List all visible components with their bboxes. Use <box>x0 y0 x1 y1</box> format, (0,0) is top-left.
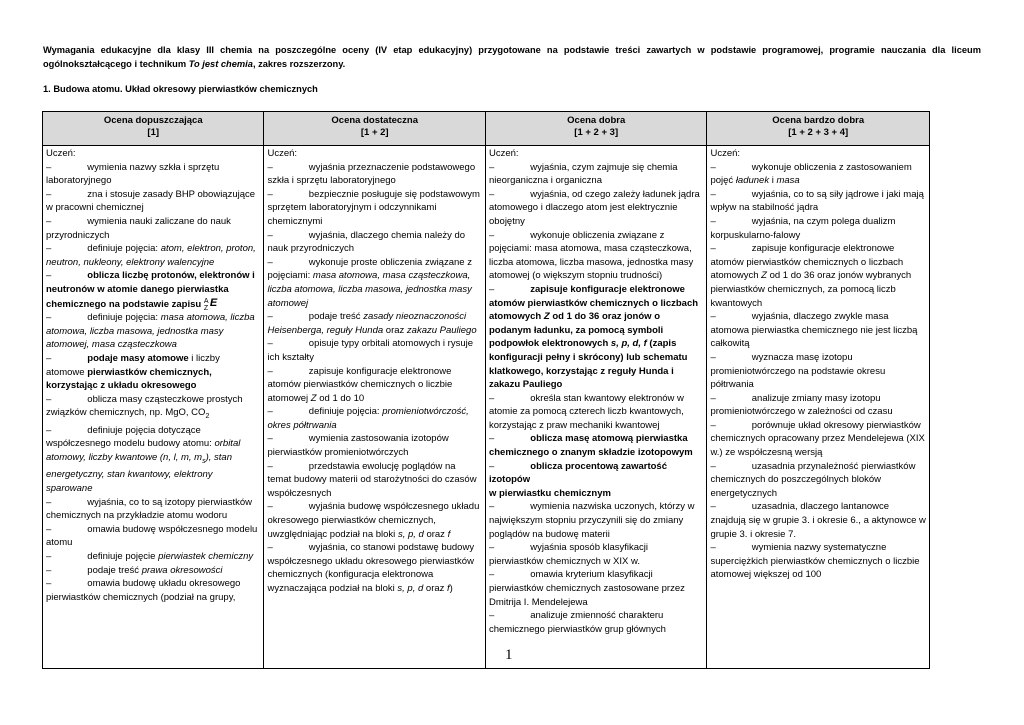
list-item: – bezpiecznie posługuje się podstawowym sprzętem laboratoryjnym i odczynnikami chemicznymi <box>267 188 480 227</box>
list-item: – wymienia nazwy systematyczne superciężkich pierwiastków chemicznych o liczbie atomowej większej od 100 <box>710 542 920 581</box>
list-item: – wyjaśnia, co stanowi podstawę budowy współczesnego układu okresowego pierwiastków chemicznych (konfiguracja elektronowa wyznaczająca podział na bloki s, p, d oraz f) <box>267 542 475 594</box>
list-item: – wyjaśnia przeznaczenie podstawowego szkła i sprzętu laboratoryjnego <box>267 161 476 187</box>
section-title: 1. Budowa atomu. Układ okresowy pierwiastków chemicznych <box>43 84 318 94</box>
list-item: – porównuje układ okresowy pierwiastków chemicznych opracowany przez Mendelejewa (XIX w.) ze współczesną wersją <box>710 419 925 459</box>
list-item: – zapisuje konfiguracje elektronowe atomów pierwiastków chemicznych o liczbach atomowych Z od 1 do 36 oraz jonów wybranych pierwiastków chemicznych, za pomocą liczb kwantowych <box>710 243 912 309</box>
list-item: – definiuje pojęcia: masa atomowa, liczba atomowa, liczba masowa, jednostka masy atomowej, masa cząsteczkowa <box>46 312 255 351</box>
list-item: – zapisuje konfiguracje elektronowe atomów pierwiastków chemicznych o liczbie atomowej Z od 1 do 10 <box>267 365 453 404</box>
list-item: – określa stan kwantowy elektronów w atomie za pomocą czterech liczb kwantowych, korzystając z praw mechaniki kwantowej <box>488 392 684 431</box>
list-item: – omawia budowę układu okresowego pierwiastków chemicznych (podział na grupy, <box>46 578 241 603</box>
list-item: – wyjaśnia, na czym polega dualizm korpuskularno-falowy <box>710 215 896 241</box>
list-item: – wyznacza masę izotopu promieniotwórczego na podstawie okresu półtrwania <box>710 351 886 391</box>
requirements-table <box>42 111 930 669</box>
list-item: – wyjaśnia, od czego zależy ładunek jądra atomowego i dlaczego atom jest elektrycznie obojętny <box>488 188 700 227</box>
cell-grade-3: Uczeń: – wyjaśnia, czym zajmuje się chemia nieorganiczna i organiczna – wyjaśnia, od czego zależy ładunek jądra atomowego i dlaczego atom jest elektrycznie obojętny – wykonuje obliczenia związane z pojęciami: masa atomowa, masa cząsteczkowa, liczba atomowa, liczba masowa, jednostka masy atomowej (o większym stopniu trudności) – zapisuje konfiguracje elektronowe atomów pierwiastków chemicznych o liczbach atomowych Z od 1 do 36 oraz jonów o podanym ładunku, za pomocą symboli podpowłok elektronowych s, p, d, f (zapis konfiguracji pełny i skrócony) lub schematu klatkowego, korzystając z reguły Hunda i zakazu Pauliego – określa stan kwantowy elektronów w atomie za pomocą czterech liczb kwantowych, korzystając z praw mechaniki kwantowej – oblicza masę atomową pierwiastka chemicznego o znanym składzie izotopowym – oblicza procentową zawartość izotopów w pierwiastku chemicznym – wymienia nazwiska uczonych, którzy w największym stopniu przyczynili się do zmiany poglądów na budowę materii – wyjaśnia sposób klasyfikacji pierwiastków chemicznych w XIX w. – omawia kryterium klasyfikacji pierwiastków chemicznych zastosowane przez Dmitrija I. Mendelejewa – analizuje zmienność charakteru chemicznego pierwiastków grup głównych <box>485 146 706 669</box>
cell-grade-2: Uczeń: – wyjaśnia przeznaczenie podstawowego szkła i sprzętu laboratoryjnego – bezpiecznie posługuje się podstawowym sprzętem laboratoryjnym i odczynnikami chemicznymi – wyjaśnia, dlaczego chemia należy do nauk przyrodniczych – wykonuje proste obliczenia związane z pojęciami: masa atomowa, masa cząsteczkowa, liczba atomowa, liczba masowa, jednostka masy atomowej – podaje treść zasady nieoznaczoności Heisenberga, reguły Hunda oraz zakazu Pauliego – opisuje typy orbitali atomowych i rysuje ich kształty – zapisuje konfiguracje elektronowe atomów pierwiastków chemicznych o liczbie atomowej Z od 1 do 10 – definiuje pojęcia: promieniotwórczość, okres półtrwania – wymienia zastosowania izotopów pierwiastków promieniotwórczych – przedstawia ewolucję poglądów na temat budowy materii od starożytności do czasów współczesnych – wyjaśnia budowę współczesnego układu okresowego pierwiastków chemicznych, uwzględniając podział na bloki s, p, d oraz f – wyjaśnia, co stanowi podstawę budowy współczesnego układu okresowego pierwiastków chemicznych (konfiguracja elektronowa wyznaczająca podział na bloki s, p, d oraz f) <box>264 146 485 669</box>
list-item: – wyjaśnia, co to są izotopy pierwiastków chemicznych na przykładzie atomu wodoru <box>46 496 253 522</box>
list-item: – oblicza masę atomową pierwiastka chemicznego o znanym składzie izotopowym <box>488 433 693 459</box>
list-item: – wyjaśnia sposób klasyfikacji pierwiastków chemicznych w XIX w. <box>488 542 649 567</box>
cell-grade-1: Uczeń: – wymienia nazwy szkła i sprzętu laboratoryjnego – zna i stosuje zasady BHP obowiązujące w pracowni chemicznej – wymienia nauki zaliczane do nauk przyrodniczych – definiuje pojęcia: atom, elektron, proton, neutron, nukleony, elektrony walencyjne – oblicza liczbę protonów, elektronów i neutronów w atomie danego pierwiastka chemicznego na podstawie zapisu A Z E – definiuje pojęcia: masa atomowa, liczba atomowa, liczba masowa, jednostka masy atomowej, masa cząsteczkowa – podaje masy atomowe i liczby atomowe pierwiastków chemicznych, korzystając z układu okresowego – oblicza masy cząsteczkowe prostych związków chemicznych, np. MgO, $CO_2$ – definiuje pojęcia dotyczące współczesnego modelu budowy atomu: orbital atomowy, liczby kwantowe (n, l, m, $m_s$), stan energetyczny, stan kwantowy, elektrony sparowane – wyjaśnia, co to są izotopy pierwiastków chemicznych na przykładzie atomu wodoru – omawia budowę współczesnego modelu atomu – definiuje pojęcie pierwiastek chemiczny – podaje treść prawa okresowości – omawia budowę układu okresowego pierwiastków chemicznych (podział na grupy, <box>43 146 264 669</box>
list-item: – wyjaśnia, czym zajmuje się chemia nieorganiczna i organiczna <box>488 161 678 187</box>
list-item: – wyjaśnia, dlaczego zwykle masa atomowa pierwiastka chemicznego nie jest liczbą całkowitą <box>710 311 918 350</box>
header-grade-3: Ocena dobra [1 + 2 + 3] <box>485 112 706 146</box>
list-item: – wymienia nazwiska uczonych, którzy w największym stopniu przyczynili się do zmiany poglądów na budowę materii <box>488 501 695 540</box>
list-item: – oblicza liczbę protonów, elektronów i neutronów w atomie danego pierwiastka chemicznego na podstawie zapisu A Z E <box>46 270 255 312</box>
list-item: – wyjaśnia, dlaczego chemia należy do nauk przyrodniczych <box>267 229 466 255</box>
list-item: – wykonuje obliczenia z zastosowaniem pojęć ładunek i masa <box>710 161 912 187</box>
list-item: – definiuje pojęcia dotyczące współczesnego modelu budowy atomu: orbital atomowy, liczby kwantowe (n, l, m, $m_s$), stan energetyczny, stan kwantowy, elektrony sparowane <box>46 424 241 495</box>
list-item: – analizuje zmiany masy izotopu promieniotwórczego w zależności od czasu <box>710 392 893 418</box>
list-item: – zapisuje konfiguracje elektronowe atomów pierwiastków chemicznych o liczbach atomowych Z od 1 do 36 oraz jonów o podanym ładunku, za pomocą symboli podpowłok elektronowych s, p, d, f (zapis konfiguracji pełny i skrócony) lub schematu klatkowego, korzystając z reguły Hunda i zakazu Pauliego <box>488 283 699 391</box>
cell-grade-4: Uczeń: – wykonuje obliczenia z zastosowaniem pojęć ładunek i masa – wyjaśnia, co to są siły jądrowe i jaki mają wpływ na stabilność jądra – wyjaśnia, na czym polega dualizm korpuskularno-falowy – zapisuje konfiguracje elektronowe atomów pierwiastków chemicznych o liczbach atomowych Z od 1 do 36 oraz jonów wybranych pierwiastków chemicznych, za pomocą liczb kwantowych – wyjaśnia, dlaczego zwykle masa atomowa pierwiastka chemicznego nie jest liczbą całkowitą – wyznacza masę izotopu promieniotwórczego na podstawie okresu półtrwania – analizuje zmiany masy izotopu promieniotwórczego w zależności od czasu – porównuje układ okresowy pierwiastków chemicznych opracowany przez Mendelejewa (XIX w.) ze współczesną wersją – uzasadnia przynależność pierwiastków chemicznych do poszczególnych bloków energetycznych – uzasadnia, dlaczego lantanowce znajdują się w grupie 3. i okresie 6., a aktynowce w grupie 3. i okresie 7. – wymienia nazwy systematyczne superciężkich pierwiastków chemicznych o liczbie atomowej większej od 100 <box>707 146 930 669</box>
list-item: – opisuje typy orbitali atomowych i rysuje ich kształty <box>267 338 473 363</box>
list-item: – definiuje pojęcia: promieniotwórczość, okres półtrwania <box>267 406 469 431</box>
list-item: – definiuje pojęcia: atom, elektron, proton, neutron, nukleony, elektrony walencyjne <box>46 243 256 268</box>
isotope-notation: A Z E <box>203 296 218 312</box>
header-grade-2: Ocena dostateczna [1 + 2] <box>264 112 485 146</box>
header-grade-1: Ocena dopuszczająca [1] <box>43 112 264 146</box>
list-item: – podaje treść prawa okresowości <box>46 564 223 576</box>
list-item: – analizuje zmienność charakteru chemicznego pierwiastków grup głównych <box>488 610 666 635</box>
list-item: – oblicza procentową zawartość izotopów w pierwiastku chemicznym <box>488 460 667 499</box>
list-item: – wyjaśnia budowę współczesnego układu okresowego pierwiastków chemicznych, uwzględniając podział na bloki s, p, d oraz f <box>267 501 480 540</box>
page-number: 1 <box>505 647 513 663</box>
header-grade-4: Ocena bardzo dobra [1 + 2 + 3 + 4] <box>707 112 930 146</box>
list-item: – uzasadnia przynależność pierwiastków chemicznych do poszczególnych bloków energetycznych <box>710 460 916 499</box>
list-item: – podaje masy atomowe i liczby atomowe pierwiastków chemicznych, korzystając z układu okresowego <box>46 352 220 392</box>
list-item: – omawia kryterium klasyfikacji pierwiastków chemicznych zastosowane przez Dmitrija I. Mendelejewa <box>488 569 685 608</box>
list-item: – wyjaśnia, co to są siły jądrowe i jaki mają wpływ na stabilność jądra <box>710 188 924 214</box>
list-item: – wymienia zastosowania izotopów pierwiastków promieniotwórczych <box>267 433 449 459</box>
list-item: – omawia budowę współczesnego modelu atomu <box>46 523 258 549</box>
list-item: – wymienia nauki zaliczane do nauk przyrodniczych <box>46 215 231 241</box>
list-item: – zna i stosuje zasady BHP obowiązujące w pracowni chemicznej <box>46 188 256 214</box>
list-item: – oblicza masy cząsteczkowe prostych związków chemicznych, np. MgO, $CO_2$ <box>46 393 243 421</box>
list-item: – wykonuje proste obliczenia związane z pojęciami: masa atomowa, masa cząsteczkowa, liczba atomowa, liczba masowa, jednostka masy atomowej <box>267 256 472 309</box>
list-item: – uzasadnia, dlaczego lantanowce znajdują się w grupie 3. i okresie 6., a aktynowce w grupie 3. i okresie 7. <box>710 501 926 540</box>
list-item: – wymienia nazwy szkła i sprzętu laboratoryjnego <box>46 161 220 187</box>
list-item: – definiuje pojęcie pierwiastek chemiczny <box>46 551 254 562</box>
document-intro: Wymagania edukacyjne dla klasy III chemia na poszczególne oceny (IV etap edukacyjny) przygotowane na podstawie treści zawartych w podstawie programowej, programie nauczania dla liceum ogólnokształcącego i technikum To jest chemia, zakres rozszerzony. <box>43 45 981 69</box>
list-item: – przedstawia ewolucję poglądów na temat budowy materii od starożytności do czasów współczesnych <box>267 460 477 499</box>
list-item: – podaje treść zasady nieoznaczoności Heisenberga, reguły Hunda oraz zakazu Pauliego <box>267 311 477 336</box>
list-item: – wykonuje obliczenia związane z pojęciami: masa atomowa, masa cząsteczkowa, liczba atomowa, liczba masowa, jednostka masy atomowej (o większym stopniu trudności) <box>488 229 694 282</box>
